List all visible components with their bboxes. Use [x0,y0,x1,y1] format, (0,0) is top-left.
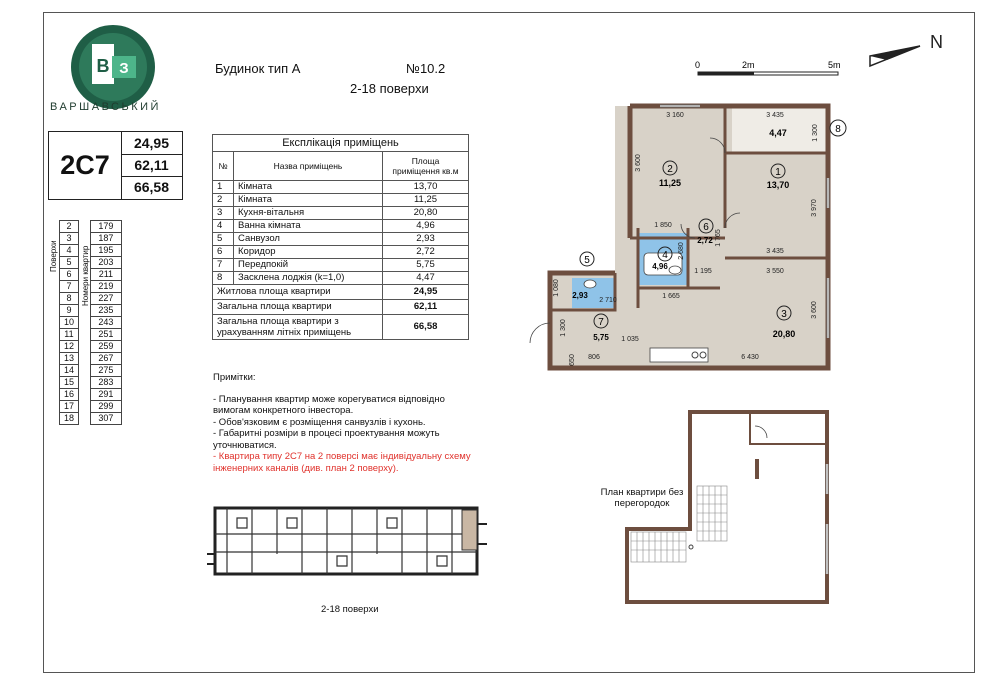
floor-row [60,245,122,257]
dimension: 6 430 [741,354,759,361]
floor-row [60,269,122,281]
dimension: 3 600 [635,154,642,172]
note-item: - Обов'язковим є розміщення санвузлів і кухонь. [213,416,426,428]
dimension: 1 765 [715,229,722,247]
dimension: 3 970 [811,199,818,217]
floor-row [60,365,122,377]
apartment-number: 195 [90,245,121,257]
dimension: 1 850 [654,222,672,229]
floor-row [60,329,122,341]
floor-row [60,401,122,413]
room-number: 4 [662,250,668,261]
logo-letter-z: З [119,60,129,77]
floor-spacer [78,401,90,413]
floor-spacer [78,245,90,257]
house-type: Будинок тип А [215,61,301,76]
room-name: Коридор [234,246,383,259]
floor-number: 14 [60,365,79,377]
apartment-number: 219 [90,281,121,293]
room-no: 8 [213,272,234,285]
col-name: Назва приміщень [234,152,383,181]
room-area: 4,47 [383,272,469,285]
note-item: - Планування квартир може корегуватися відповідно вимогам конкретного інвестора. [213,393,445,416]
dimension: 3 435 [766,248,784,255]
total-name: Житлова площа квартири [213,285,383,300]
floor-row [60,317,122,329]
apartment-number: 259 [90,341,121,353]
floor-row [60,281,122,293]
room-area: 4,96 [652,262,668,271]
floor-row [60,413,122,425]
room-area: 5,75 [593,333,609,342]
room-area: 2,93 [572,291,588,300]
plan-without-partitions-caption: План квартири без перегородок [600,487,684,509]
apartment-number: 267 [90,353,121,365]
room-no: 4 [213,220,234,233]
total-area-summer: 66,58 [133,179,170,195]
living-area: 24,95 [121,132,182,155]
dimension: 806 [588,354,600,361]
dimension: 2 680 [678,242,685,260]
floor-row [60,233,122,245]
floor-spacer [78,293,90,305]
floor-number: 15 [60,377,79,389]
room-number: 3 [781,309,787,320]
dimension: 2 710 [599,297,617,304]
floor-table-grid [59,220,122,425]
room-number: 2 [667,164,673,175]
total-area: 24,95 [383,285,469,300]
room-no: 1 [213,181,234,194]
room-area: 2,72 [697,236,713,245]
floor-number: 4 [60,245,79,257]
logo-icon [68,22,158,112]
total-area: 62,11 [383,300,469,315]
floor-row [60,221,122,233]
note-item: - Габаритні розміри в процесі проектування можуть уточнюватися. [213,428,440,451]
brand-name: ВАРШАВСЬКИЙ [50,101,161,113]
room-area: 20,80 [383,207,469,220]
notes-title: Примітки: [213,372,256,383]
explication-row [213,220,469,233]
room-no: 6 [213,246,234,259]
explication-row [213,272,469,285]
logo-letter-v: В [96,56,110,76]
room-number: 7 [598,317,604,328]
explication-row [213,207,469,220]
floor-spacer [78,413,90,425]
floor-spacer [78,341,90,353]
apartment-number: 243 [90,317,121,329]
floor-number: 11 [60,329,79,341]
scale-bar [690,57,850,87]
floor-row [60,305,122,317]
total-area: 66,58 [383,315,469,340]
apartment-number: 235 [90,305,121,317]
north-letter: N [930,32,943,52]
floor-label: Поверхи [49,240,58,272]
dimension: 3 435 [766,112,784,119]
floor-number: 5 [60,257,79,269]
explication-row [213,194,469,207]
dimension: 1 300 [812,124,819,142]
room-area: 4,47 [769,128,787,138]
floor-number: 17 [60,401,79,413]
dimension: 1 035 [621,336,639,343]
floor-spacer [78,317,90,329]
floor-number: 16 [60,389,79,401]
room-number: 1 [775,167,781,178]
explication-row [213,181,469,194]
apartment-code: 2С7 [49,132,122,199]
floor-number: 8 [60,293,79,305]
room-name: Передпокій [234,259,383,272]
floors-label: 2-18 поверхи [350,81,429,96]
room-number: 5 [584,255,590,266]
room-number: 6 [703,222,709,233]
room-name: Кімната [234,181,383,194]
floor-number: 7 [60,281,79,293]
apartment-number: 179 [90,221,121,233]
apartment-number: 299 [90,401,121,413]
room-name: Засклена лоджія (k=1,0) [234,272,383,285]
total-area: 62,11 [121,154,182,177]
apartment-number: 203 [90,257,121,269]
explication-row [213,233,469,246]
floor-row [60,377,122,389]
room-name: Ванна кімната [234,220,383,233]
apartment-code-box [48,131,183,200]
total-name: Загальна площа квартири [213,300,383,315]
floor-number: 13 [60,353,79,365]
floor-row [60,257,122,269]
scale-label: 2m [742,60,755,70]
explication-total-row [213,315,469,340]
explication-row [213,259,469,272]
apartment-number: 275 [90,365,121,377]
floor-spacer [78,377,90,389]
explication-table [212,134,469,340]
floor-plan [520,98,850,378]
dimension: 3 600 [811,301,818,319]
floor-spacer [78,221,90,233]
house-number: №10.2 [406,61,446,76]
floor-number: 18 [60,413,79,425]
explication-title: Експлікація приміщень [213,135,469,152]
floor-spacer [78,353,90,365]
room-area: 2,72 [383,246,469,259]
scale-label: 0 [695,60,701,70]
note-red: - Квартира типу 2С7 на 2 поверсі має індивідуальну схему інженерних каналів (див. план 2 поверху). [213,451,471,474]
room-area: 13,70 [383,181,469,194]
floor-row [60,389,122,401]
room-no: 7 [213,259,234,272]
floor-number: 6 [60,269,79,281]
floor-spacer [78,281,90,293]
col-area: Площа приміщення кв.м [383,152,469,181]
apartment-number: 251 [90,329,121,341]
total-name: Загальна площа квартири з урахуванням літніх приміщень [213,315,383,340]
floor-number: 9 [60,305,79,317]
dimension: 1 300 [560,319,567,337]
north-arrow-icon [865,28,975,78]
dimension: 3 160 [666,112,684,119]
room-area: 4,96 [383,220,469,233]
floor-spacer [78,305,90,317]
col-no: № [213,152,234,181]
apartment-numbers-label: Номери квартир [81,245,90,306]
floor-number: 10 [60,317,79,329]
room-number: 8 [835,124,841,135]
scale-label: 5m [828,60,841,70]
apartment-number: 291 [90,389,121,401]
floor-spacer [78,389,90,401]
floor-spacer [78,233,90,245]
room-no: 3 [213,207,234,220]
floor-row [60,293,122,305]
floor-spacer [78,329,90,341]
floor-spacer [78,269,90,281]
dimension: 1 665 [662,293,680,300]
room-no: 5 [213,233,234,246]
floor-row [60,353,122,365]
room-area: 13,70 [766,180,790,190]
apartment-number: 211 [90,269,121,281]
room-area: 11,25 [383,194,469,207]
room-area: 11,25 [658,178,682,188]
apartment-number: 187 [90,233,121,245]
apartment-number: 227 [90,293,121,305]
floor-row [60,341,122,353]
room-name: Кухня-вітальня [234,207,383,220]
dimension: 650 [569,354,576,366]
key-plan-caption: 2-18 поверхи [321,604,379,615]
floor-number: 2 [60,221,79,233]
room-area: 2,93 [383,233,469,246]
explication-total-row [213,300,469,315]
dimension: 1 080 [553,279,560,297]
floor-spacer [78,257,90,269]
floor-number: 12 [60,341,79,353]
notes [213,372,473,474]
apartment-number: 283 [90,377,121,389]
key-plan [207,494,492,586]
room-area: 20,80 [772,329,796,339]
room-area: 5,75 [383,259,469,272]
explication-row [213,246,469,259]
room-name: Кімната [234,194,383,207]
explication-total-row [213,285,469,300]
room-name: Санвузол [234,233,383,246]
dimension: 3 550 [766,268,784,275]
floor-number: 3 [60,233,79,245]
room-no: 2 [213,194,234,207]
apartment-number: 307 [90,413,121,425]
dimension: 1 195 [694,268,712,275]
floor-spacer [78,365,90,377]
